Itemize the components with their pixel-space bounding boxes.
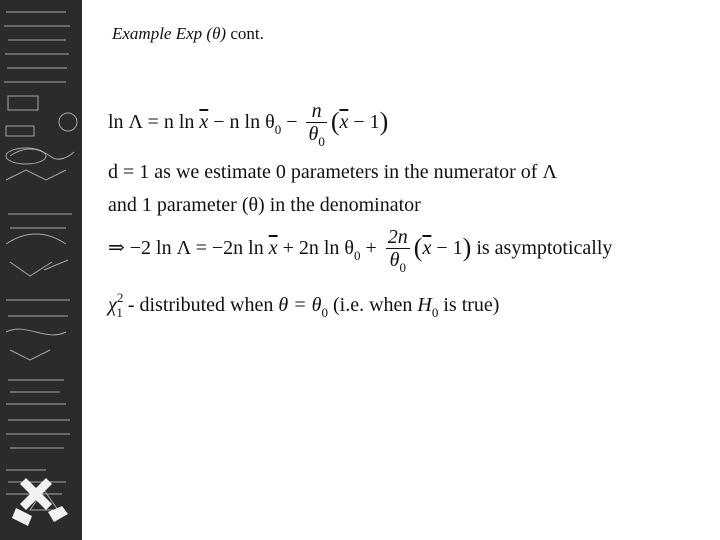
text-line-numerator: d = 1 as we estimate 0 parameters in the numerator of Λ <box>108 161 557 183</box>
title-theta: (θ) <box>206 24 227 43</box>
eq1-minus: − <box>281 111 303 134</box>
line5-h-sub: 0 <box>431 305 439 320</box>
chi-symbol: χ <box>108 294 117 316</box>
eq1-den <box>306 122 326 147</box>
line5-text2: (i.e. when <box>328 294 418 316</box>
eq1-sub: 0 <box>274 122 282 138</box>
eq1-xbar: $\overline{x}$ <box>199 111 209 134</box>
eq2-xbar: $\overline{x}$ <box>268 237 278 260</box>
eq2-lhs: −2 ln Λ = −2n ln <box>124 237 269 260</box>
equation-log-lambda <box>108 100 388 147</box>
chalkboard-sidebar <box>0 0 82 540</box>
eq1-lhs: ln Λ = n ln <box>108 111 200 134</box>
chalk-formulas-decoration <box>0 0 82 540</box>
line5-h: H <box>417 294 432 316</box>
eq2-den-sub: 0 <box>399 260 406 275</box>
eq2-paren-close: ) <box>462 233 472 263</box>
eq1-paren-x: $\overline{x}$ <box>339 111 349 134</box>
eq2-paren-x: $\overline{x}$ <box>422 237 432 260</box>
eq2-tail: is asymptotically <box>471 237 613 260</box>
text-line-denominator: and 1 parameter (θ) in the denominator <box>108 194 421 216</box>
slide-title <box>112 24 264 44</box>
chi-sub: 1 <box>116 305 123 320</box>
equation-neg-two-log-lambda <box>108 226 612 273</box>
eq1-paren-rest: − 1 <box>348 111 380 134</box>
eq2-den-theta: θ <box>389 249 400 271</box>
text-line-chi-squared <box>108 290 500 320</box>
line5-condition: θ = θ <box>278 294 322 316</box>
eq2-mid: + 2n ln θ <box>277 237 355 260</box>
eq1-paren-open: ( <box>330 107 340 137</box>
eq2-paren-rest: − 1 <box>431 237 463 260</box>
eq1-mid: − n ln θ <box>208 111 275 134</box>
eq2-den <box>386 248 410 273</box>
eq2-paren-open: ( <box>413 233 423 263</box>
title-suffix: cont. <box>230 24 264 43</box>
implies-arrow: ⇒ <box>108 237 125 260</box>
eq1-den-sub: 0 <box>318 134 325 149</box>
title-italic: Example Exp <box>112 24 203 43</box>
line5-condition-sub: 0 <box>321 305 328 320</box>
line5-text3: is true) <box>438 294 500 316</box>
eq1-num: n <box>311 100 322 122</box>
eq1-fraction <box>306 100 326 147</box>
eq2-num: 2n <box>387 226 408 248</box>
eq1-den-theta: θ <box>308 123 319 145</box>
eq2-plus: + <box>360 237 382 260</box>
chi-sup: 2 <box>116 290 124 305</box>
eq2-fraction <box>386 226 410 273</box>
eq1-paren-close: ) <box>379 107 389 137</box>
line5-text1: - distributed when <box>122 294 279 316</box>
eq2-sub: 0 <box>354 248 361 264</box>
